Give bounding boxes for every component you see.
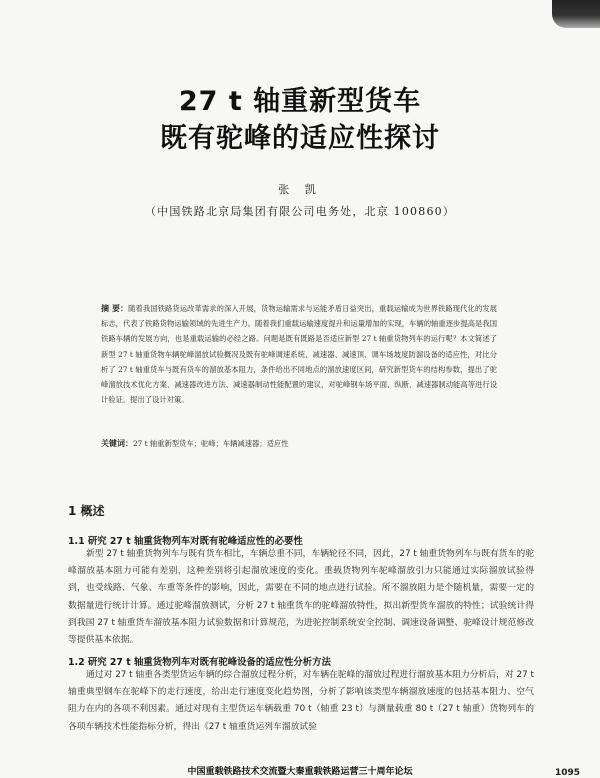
abstract-block — [101, 301, 497, 407]
abstract-text: 随着我国铁路货运改革需求的深入开展，货物运输需求与运能矛盾日益突出，重载运输成为世界铁路现代化的发展标志，代表了铁路货物运输领域的先进生产力。随着我们重载运输速度提升和运量增加的实现，车辆的轴重逐步提高是我国铁路车辆的发展方向，也是重载运输的必经之路。问题是既有既路是否适应新型 27 t 轴重货物列车的运行呢？本文简述了新型 27 t 轴重货物车辆驼峰溜放试验概况及既有驼峰调速系统、减速器、减速顶、调车场坡度防溜设备的适应性，对比分析了 27 t 轴重货车与既有货车的溜放基本阻力，条件给出不同地点的溜放速度区间，研究新型货车的结构参数，提出了驼峰溜放技术优化方案、减速器改进方法、减速器制动性能配置的建议，对驼峰钢车场平面、纵断、减速器制动能高等进行设计验证，提出了设计对策。 — [101, 304, 497, 405]
abstract-label: 摘 要： — [101, 304, 129, 313]
keywords-text: 27 t 轴重新型货车；驼峰；车辆减速器；适应性 — [133, 439, 289, 448]
subsection-heading-necessity: 1.1 研究 27 t 轴重货物列车对既有驼峰适应性的必要性 — [68, 536, 303, 547]
author-name: 张 凯 — [278, 183, 322, 196]
section-heading-overview: 1 概述 — [68, 504, 105, 518]
paragraph-method — [68, 667, 534, 736]
paragraph-necessity-text: 新型 27 t 轴重货物列车与既有货车相比，车辆总重不同，车辆轮径不同，因此，27 t 轴重货物列车与既有货车的驼峰溜放基本阻力可能有差别，这种差别将引起溜放速度的变化。重载货物列车驼峰溜放引力只能通过实际溜放试验得到，也受线路、气象、车重等条件的影响，因此，需要在不同的地点进行试验。所不溜放阻力是个随机量，需要一定的数据量进行统计计算。通过驼峰溜放测试，分析 27 t 轴重货车的驼峰溜放特性，拟出新型货车溜放的特性；试验统计得到我国 27 t 轴重货车溜放基本阻力试验数据和计算规范，为进驼控制系统安全控制、调速设备调整、驼峰设计规范修改等提供基本依据。 — [68, 549, 534, 646]
paragraph-method-text: 通过对 27 t 轴重各类型货运车辆的综合溜放过程分析，对车辆在驼峰的溜放过程进行溜放基本阻力分析后，对 27 t 轴重典型钢车在驼峰下的走行速度，给出走行速度变化趋势图，分析了影响该类型车辆溜放速度的包括基本阻力、空气阻力在内的各项不利因素。通过对现有主型货运车辆载重 70 t（轴重 23 t）与测量载重 80 t（27 t 轴重）货物列车的各项车辆技术性能指标分析，得出《27 t 轴重货运列车溜放试验 — [68, 670, 534, 732]
page-number: 1095 — [554, 768, 580, 778]
paper-title-line1: 27 t 轴重新型货车 — [178, 86, 422, 117]
scan-corner-shadow — [552, 0, 600, 28]
keywords-label: 关键词： — [101, 439, 133, 448]
paragraph-necessity — [68, 546, 534, 649]
author-affiliation: （中国铁路北京局集团有限公司电务处，北京 100860） — [144, 205, 456, 218]
keywords-block — [101, 438, 497, 449]
subsection-heading-method: 1.2 研究 27 t 轴重货物列车对既有驼峰设备的适应性分析方法 — [68, 657, 331, 668]
page-footer: 中国重载铁路技术交流暨大秦重载铁路运营三十周年论坛 — [187, 767, 413, 777]
paper-title-line2: 既有驼峰的适应性探讨 — [160, 123, 440, 154]
